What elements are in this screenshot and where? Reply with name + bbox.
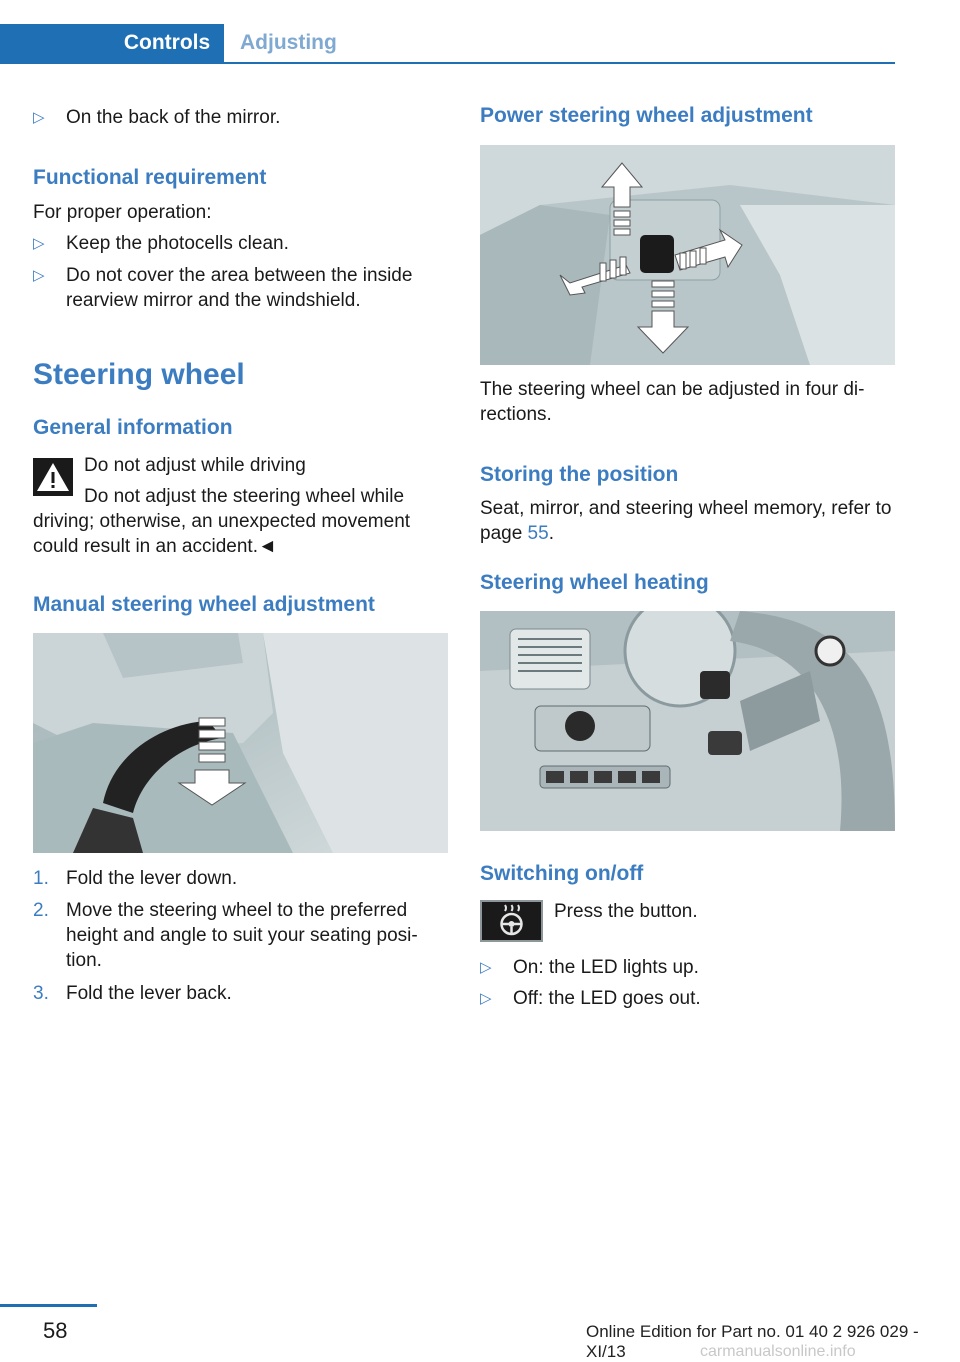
manual-lever-figure <box>33 633 448 853</box>
warning-text: Do not adjust the steering wheel while driving; otherwise, an unexpected movement could result in an accident.◄ <box>33 486 411 557</box>
bullet-marker: ▷ <box>33 109 45 126</box>
storing-position-heading: Storing the position <box>480 463 679 486</box>
power-adjustment-heading: Power steering wheel adjustment <box>480 104 813 127</box>
manual-adjustment-heading: Manual steering wheel adjustment <box>33 593 375 616</box>
page-link[interactable]: 55 <box>527 523 549 544</box>
page-number: 58 <box>43 1318 68 1343</box>
tab-controls[interactable]: Controls <box>0 24 224 62</box>
heating-heading: Steering wheel heating <box>480 571 709 594</box>
functional-intro: For proper operation: <box>33 202 212 223</box>
watermark: carmanualsonline.info <box>700 1343 856 1360</box>
switching-heading: Switching on/off <box>480 862 644 885</box>
functional-heading: Functional requirement <box>33 166 267 189</box>
header-bar <box>0 24 895 64</box>
heating-button-icon <box>480 900 543 942</box>
warning-title: Do not adjust while driving <box>84 455 306 476</box>
general-info-heading: General information <box>33 416 233 439</box>
edition-text: Online Edition for Part no. 01 40 2 926 029 - XI/13 <box>586 1322 919 1361</box>
power-adjustment-text: The steering wheel can be adjusted in four di-rections. <box>480 379 865 425</box>
power-adjustment-figure <box>480 145 895 365</box>
footer-rule <box>0 1304 97 1307</box>
steering-heating-figure <box>480 611 895 831</box>
steering-wheel-heading: Steering wheel <box>33 358 245 391</box>
press-button-text: Press the button. <box>554 901 698 922</box>
storing-position-text: Seat, mirror, and steering wheel memory, refer to page 55. <box>480 498 892 544</box>
tab-adjusting[interactable]: Adjusting <box>240 31 337 54</box>
